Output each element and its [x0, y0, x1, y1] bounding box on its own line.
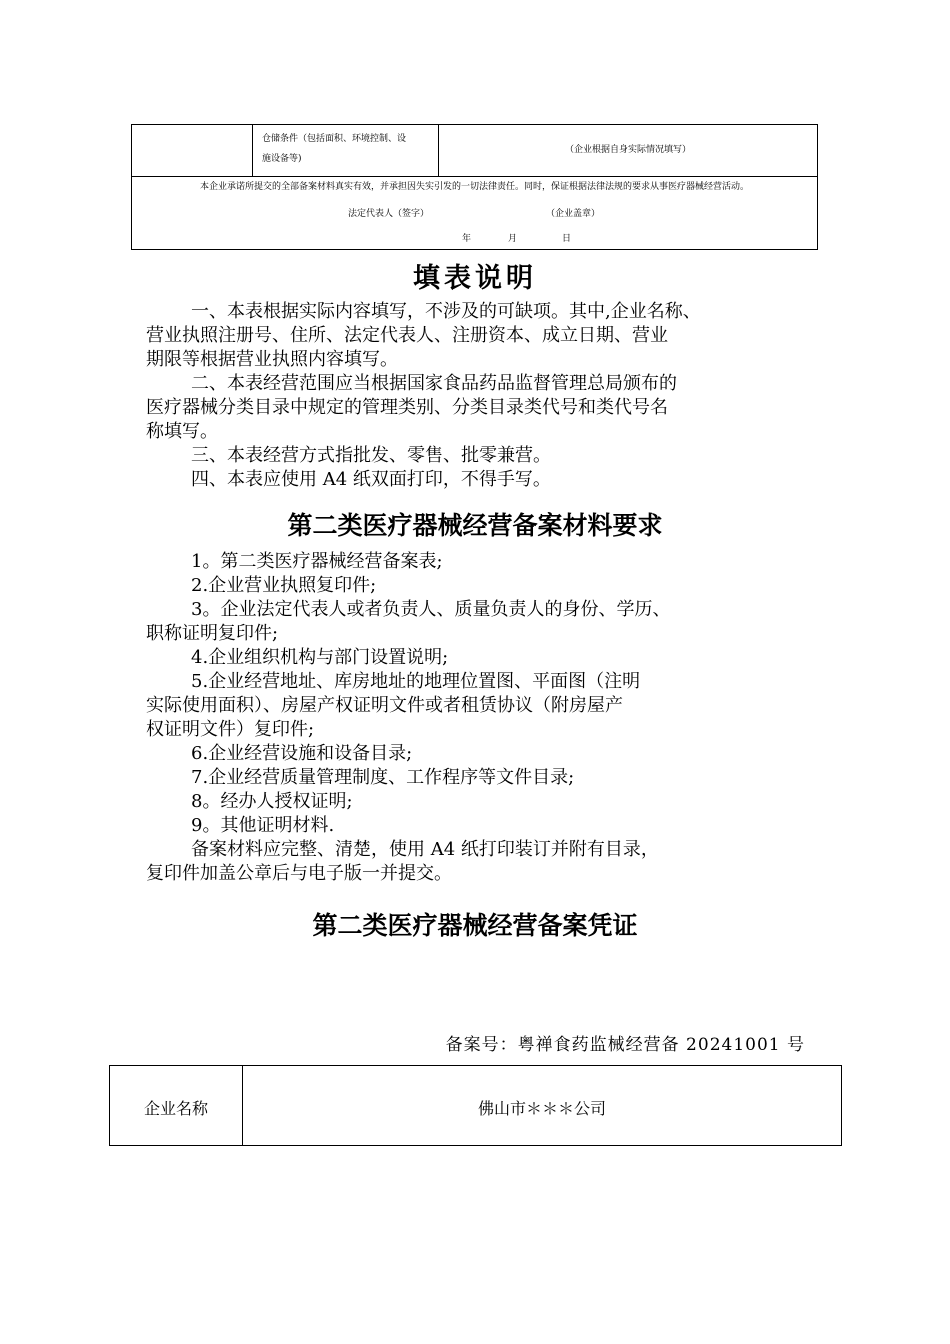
date-day: 日: [562, 234, 572, 244]
storage-label-line: 施设备等): [262, 154, 302, 164]
instruction-line: 四、本表应使用 A4 纸双面打印，不得手写。: [191, 469, 551, 490]
requirement-line: 4.企业组织机构与部门设置说明;: [191, 647, 449, 668]
instruction-line: 营业执照注册号、住所、法定代表人、注册资本、成立日期、营业: [146, 325, 668, 346]
instruction-line: 医疗器械分类目录中规定的管理类别、分类目录类代号和类代号名: [146, 397, 668, 418]
instruction-line: 二、本表经营范围应当根据国家食品药品监督管理总局颁布的: [191, 373, 677, 394]
certificate-table: [109, 1065, 842, 1146]
requirement-line: 权证明文件）复印件;: [146, 719, 315, 740]
requirement-line: 复印件加盖公章后与电子版一并提交。: [146, 863, 452, 884]
storage-pledge-table: [131, 124, 818, 250]
storage-label-line: 仓储条件（包括面积、环境控制、设: [262, 134, 407, 144]
company-name-label: 企业名称: [143, 1099, 208, 1118]
instruction-line: 一、本表根据实际内容填写，不涉及的可缺项。其中,企业名称、: [191, 301, 701, 322]
requirement-line: 7.企业经营质量管理制度、工作程序等文件目录;: [191, 767, 575, 788]
company-name-value: 佛山市＊＊＊公司: [477, 1099, 606, 1118]
instruction-line: 称填写。: [146, 421, 218, 442]
requirement-line: 2.企业营业执照复印件;: [191, 575, 377, 596]
certificate-title: 第二类医疗器械经营备案凭证: [312, 911, 638, 940]
storage-value: （企业根据自身实际情况填写）: [564, 145, 691, 155]
instructions-title: 填表说明: [413, 263, 537, 294]
requirement-line: 实际使用面积）、房屋产权证明文件或者租赁协议（附房屋产: [146, 695, 623, 716]
legal-rep-signature-label: 法定代表人（签字）: [348, 209, 430, 219]
requirement-line: 5.企业经营地址、库房地址的地理位置图、平面图（注明: [191, 671, 641, 692]
pledge-text: 本企业承诺所提交的全部备案材料真实有效，并承担因失实引发的一切法律责任。同时，保证根据法律法规的要求从事医疗器械经营活动。: [199, 182, 749, 192]
date-month: 月: [508, 234, 518, 244]
requirement-line: 3。企业法定代表人或者负责人、质量负责人的身份、学历、: [191, 599, 671, 620]
requirement-line: 8。经办人授权证明;: [191, 791, 353, 812]
requirement-line: 1。第二类医疗器械经营备案表;: [191, 551, 443, 572]
instructions-body: [146, 300, 816, 492]
table-divider: [252, 125, 253, 176]
requirement-line: 职称证明复印件;: [146, 623, 279, 644]
requirement-line: 备案材料应完整、清楚，使用 A4 纸打印装订并附有目录，: [191, 839, 659, 860]
instruction-line: 期限等根据营业执照内容填写。: [146, 349, 398, 370]
requirement-line: 9。其他证明材料.: [191, 815, 335, 836]
requirement-line: 6.企业经营设施和设备目录;: [191, 743, 413, 764]
requirements-body: [146, 550, 816, 886]
storage-label: [262, 129, 442, 169]
filing-number: 备案号：粤禅食药监械经营备 20241001 号: [445, 1035, 805, 1055]
date-year: 年: [462, 234, 472, 244]
seal-label: （企业盖章）: [546, 209, 601, 219]
instruction-line: 三、本表经营方式指批发、零售、批零兼营。: [191, 445, 551, 466]
requirements-title: 第二类医疗器械经营备案材料要求: [287, 511, 663, 540]
